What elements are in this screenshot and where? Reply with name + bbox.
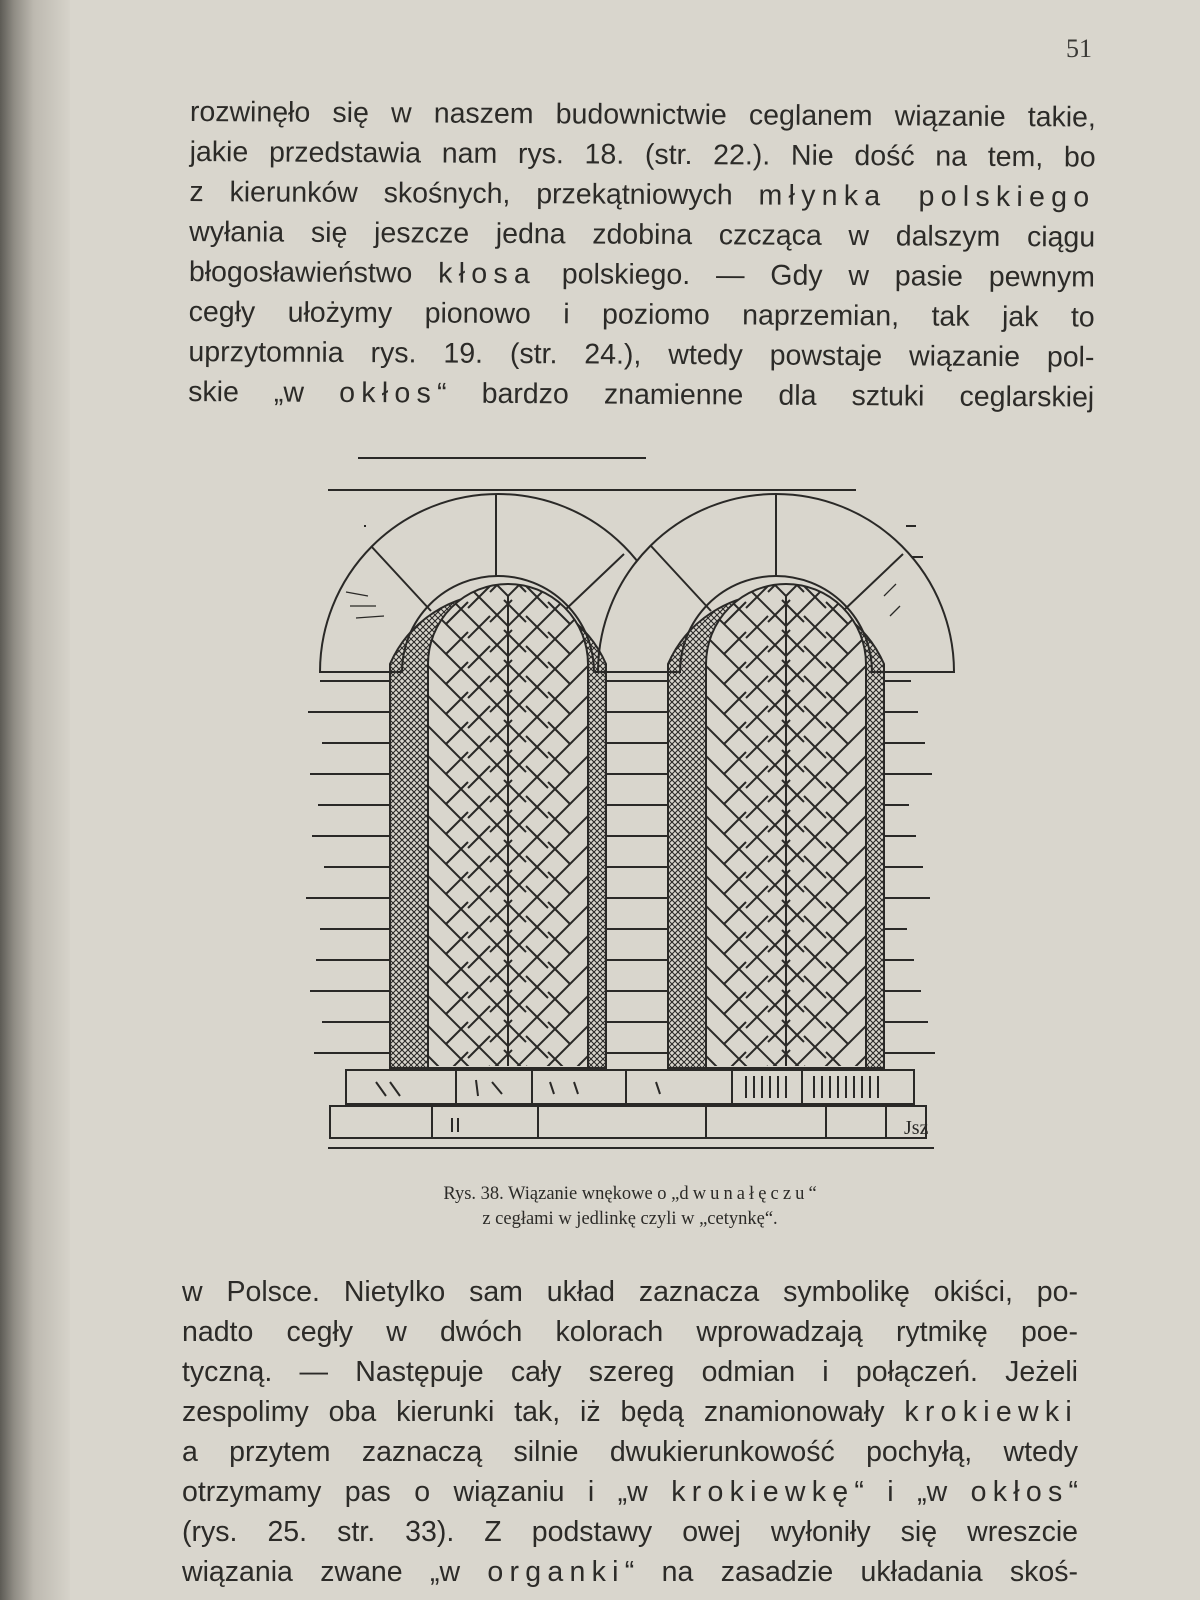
text-segment: otrzymamy pas o wiązaniu i „w bbox=[182, 1476, 672, 1508]
text-line bbox=[189, 176, 1095, 222]
text-line bbox=[182, 1316, 1078, 1356]
base-plinth bbox=[328, 1070, 934, 1148]
text-segment: “ bbox=[1068, 1476, 1079, 1508]
text-segment: wyłania się jeszcze jedna zdobina czcząca w dalszym ciągu bbox=[189, 215, 1096, 254]
artist-signature: Jsz bbox=[904, 1117, 929, 1139]
body-paragraph-bottom bbox=[182, 1276, 1078, 1596]
text-line bbox=[190, 96, 1096, 142]
text-line bbox=[190, 136, 1096, 182]
text-segment: skie „w bbox=[188, 375, 340, 409]
spaced-emphasis-text: młynka polskiego bbox=[758, 179, 1096, 214]
text-segment: nadto cegły w dwóch kolorach wprowadzają rytmikę poe- bbox=[182, 1316, 1078, 1348]
spaced-emphasis-text: kłosa bbox=[438, 257, 537, 291]
spaced-emphasis-text: okłos bbox=[970, 1476, 1069, 1508]
figure-caption bbox=[300, 1182, 960, 1232]
text-line bbox=[182, 1396, 1078, 1436]
spaced-emphasis-text: krokiewki bbox=[904, 1396, 1078, 1428]
text-line bbox=[188, 376, 1094, 422]
text-segment: “ bbox=[808, 1184, 817, 1204]
text-line bbox=[182, 1436, 1078, 1476]
spaced-emphasis-text: organki bbox=[487, 1556, 625, 1588]
text-segment: w Polsce. Nietylko sam układ zaznacza symbolikę okiści, po- bbox=[182, 1276, 1078, 1308]
book-gutter-shadow bbox=[0, 0, 70, 1600]
text-line bbox=[182, 1516, 1078, 1556]
text-segment: (rys. 25. str. 33). Z podstawy owej wyłoniły się wreszcie bbox=[182, 1516, 1078, 1548]
spaced-emphasis-text: okłos bbox=[339, 376, 438, 410]
text-segment: “ na zasadzie układania skoś- bbox=[624, 1556, 1078, 1588]
text-segment: błogosławieństwo bbox=[188, 255, 439, 290]
spaced-emphasis-text: dwunałęczu bbox=[679, 1184, 809, 1204]
text-line bbox=[189, 256, 1095, 302]
text-line bbox=[182, 1276, 1078, 1316]
text-segment: tyczną. — Następuje cały szereg odmian i połączeń. Jeżeli bbox=[182, 1356, 1078, 1388]
text-segment: rozwinęło się w naszem budownictwie ceglanem wiązanie takie, bbox=[189, 96, 1096, 134]
text-line bbox=[182, 1356, 1078, 1396]
brick-arches-drawing bbox=[306, 456, 966, 1168]
body-paragraph-top bbox=[188, 96, 1096, 422]
text-segment: Rys. 38. Wiązanie wnękowe o „ bbox=[443, 1184, 680, 1204]
spaced-emphasis-text: krokiewkę bbox=[671, 1476, 855, 1508]
text-segment: jakie przedstawia nam rys. 18. (str. 22.). Nie dość na tem, bo bbox=[189, 135, 1096, 174]
text-segment: polskiego. — Gdy w pasie pewnym bbox=[535, 258, 1096, 294]
text-segment: a przytem zaznaczą silnie dwukierunkowość pochyłą, wtedy bbox=[182, 1436, 1078, 1468]
text-segment: cegły ułożymy pionowo i poziomo naprzemian, tak jak to bbox=[188, 295, 1095, 334]
text-segment: uprzytomnia rys. 19. (str. 24.), wtedy powstaje wiązanie pol- bbox=[188, 335, 1095, 374]
text-segment: wiązania zwane „w bbox=[182, 1556, 488, 1588]
text-segment: z kierunków skośnych, przekątniowych bbox=[189, 175, 759, 212]
text-line bbox=[189, 296, 1095, 342]
text-segment: z cegłami w jedlinkę czyli w „cetynkę“. bbox=[482, 1209, 778, 1229]
text-segment: zespolimy oba kierunki tak, iż będą znamionowały bbox=[182, 1396, 905, 1428]
page-number: 51 bbox=[1066, 34, 1092, 63]
caption-line-1 bbox=[300, 1182, 960, 1207]
text-line bbox=[188, 336, 1094, 382]
text-line bbox=[189, 216, 1095, 262]
caption-line-2 bbox=[300, 1207, 960, 1232]
figure-brick-niche-illustration bbox=[306, 456, 966, 1168]
text-line bbox=[182, 1556, 1078, 1596]
text-segment: “ bardzo znamienne dla sztuki ceglarskiej bbox=[436, 377, 1095, 414]
text-segment: “ i „w bbox=[854, 1476, 971, 1508]
text-line bbox=[182, 1476, 1078, 1516]
